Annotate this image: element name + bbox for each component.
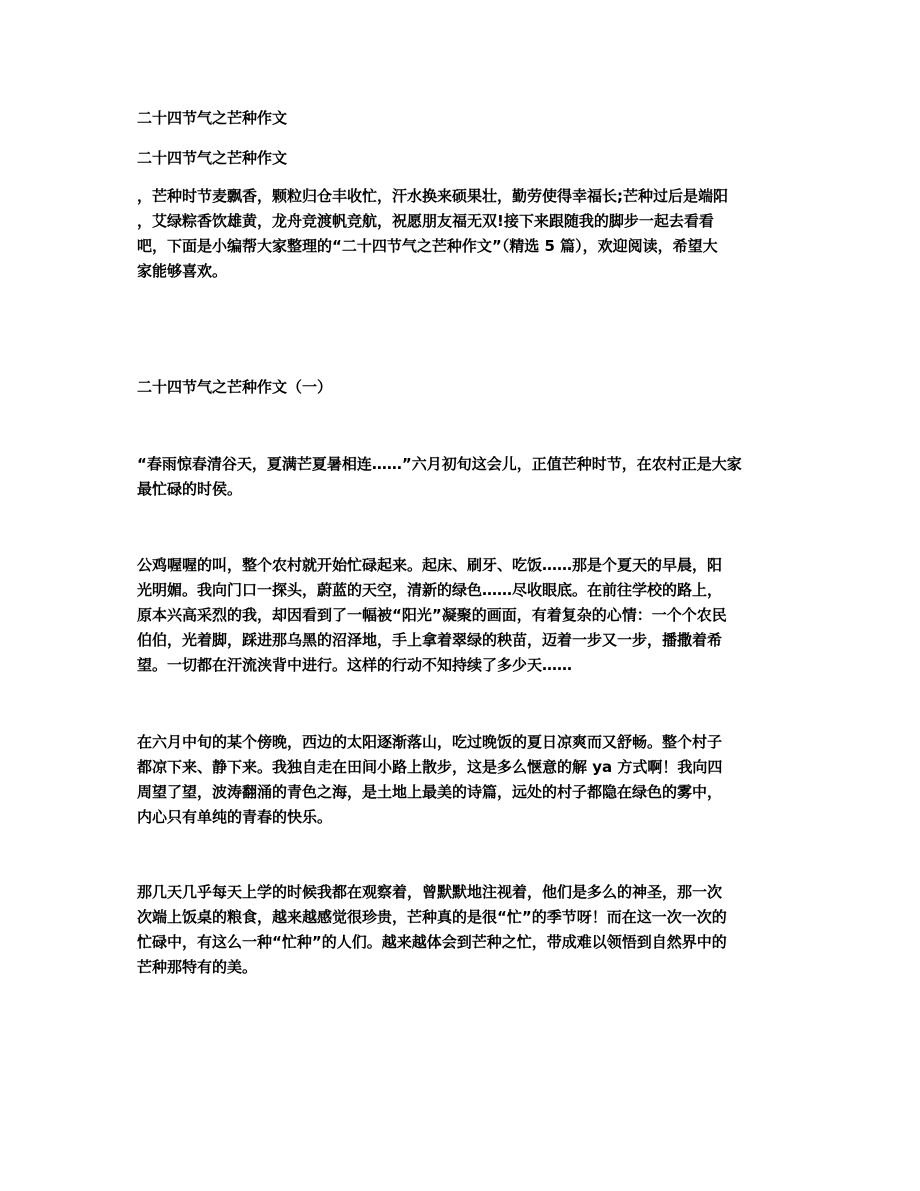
- paragraph-line: 内心只有单纯的青春的快乐。: [137, 808, 333, 826]
- intro-line: ，艾绿粽香饮雄黄，龙舟竞渡帆竞航，祝愿朋友福无双!接下来跟随我的脚步一起去看看: [137, 212, 714, 230]
- paragraph-line: 最忙碌的时侯。: [137, 480, 243, 498]
- section-heading: [137, 375, 787, 400]
- document-title-text: 二十四节气之芒种作文: [137, 109, 288, 127]
- intro-line: 吧，下面是小编帮大家整理的“二十四节气之芒种作文”（精选 5 篇），欢迎阅读，希望大: [137, 237, 718, 255]
- paragraph-4: [137, 880, 787, 980]
- paragraph-line: 在六月中旬的某个傍晚，西边的太阳逐渐落山，吃过晚饭的夏日凉爽而又舒畅。整个村子: [137, 733, 723, 751]
- paragraph-line: 那几天几乎每天上学的时候我都在观察着，曾默默地注视着，他们是多么的神圣，那一次: [137, 883, 723, 901]
- paragraph-line: “春雨惊春清谷天，夏满芒夏暑相连……”六月初旬这会儿，正值芒种时节，在农村正是大家: [137, 455, 742, 473]
- paragraph-line: 芒种那特有的美。: [137, 958, 258, 976]
- intro-paragraph: [137, 184, 787, 284]
- paragraph-line: 望。一切都在汗流浃背中进行。这样的行动不知持续了多少天……: [137, 656, 573, 674]
- paragraph-line: 伯伯，光着脚，踩进那乌黑的沼泽地，手上拿着翠绿的秧苗，迈着一步又一步，播撒着希: [137, 631, 723, 649]
- paragraph-line: 次端上饭桌的粮食，越来越感觉很珍贵，芒种真的是很“忙”的季节呀！而在这一次一次的: [137, 908, 727, 926]
- paragraph-3: [137, 730, 787, 830]
- paragraph-2: [137, 553, 787, 678]
- paragraph-line: 原本兴高采烈的我，却因看到了一幅被“阳光”凝聚的画面，有着复杂的心情：一个个农民: [137, 606, 727, 624]
- paragraph-line: 都凉下来、静下来。我独自走在田间小路上散步，这是多么惬意的解 ya 方式啊！我向四: [137, 758, 723, 776]
- document-title: [137, 106, 787, 131]
- document-subtitle-text: 二十四节气之芒种作文: [137, 149, 288, 167]
- paragraph-line: 公鸡喔喔的叫，整个农村就开始忙碌起来。起床、刷牙、吃饭……那是个夏天的早晨，阳: [137, 556, 723, 574]
- paragraph-line: 周望了望，波涛翻涌的青色之海，是土地上最美的诗篇，远处的村子都隐在绿色的雾中，: [137, 783, 723, 801]
- section-heading-text: 二十四节气之芒种作文（一）: [137, 378, 333, 396]
- paragraph-line: 忙碌中，有这么一种“忙种”的人们。越来越体会到芒种之忙，带成难以领悟到自然界中的: [137, 933, 727, 951]
- document-subtitle: [137, 146, 787, 171]
- intro-line: ，芒种时节麦飘香，颗粒归仓丰收忙，汗水换来硕果壮，勤劳使得幸福长;芒种过后是端阳: [137, 187, 729, 205]
- paragraph-1: [137, 452, 787, 502]
- intro-line: 家能够喜欢。: [137, 262, 228, 280]
- paragraph-line: 光明媚。我向门口一探头，蔚蓝的天空，清新的绿色……尽收眼底。在前往学校的路上，: [137, 581, 723, 599]
